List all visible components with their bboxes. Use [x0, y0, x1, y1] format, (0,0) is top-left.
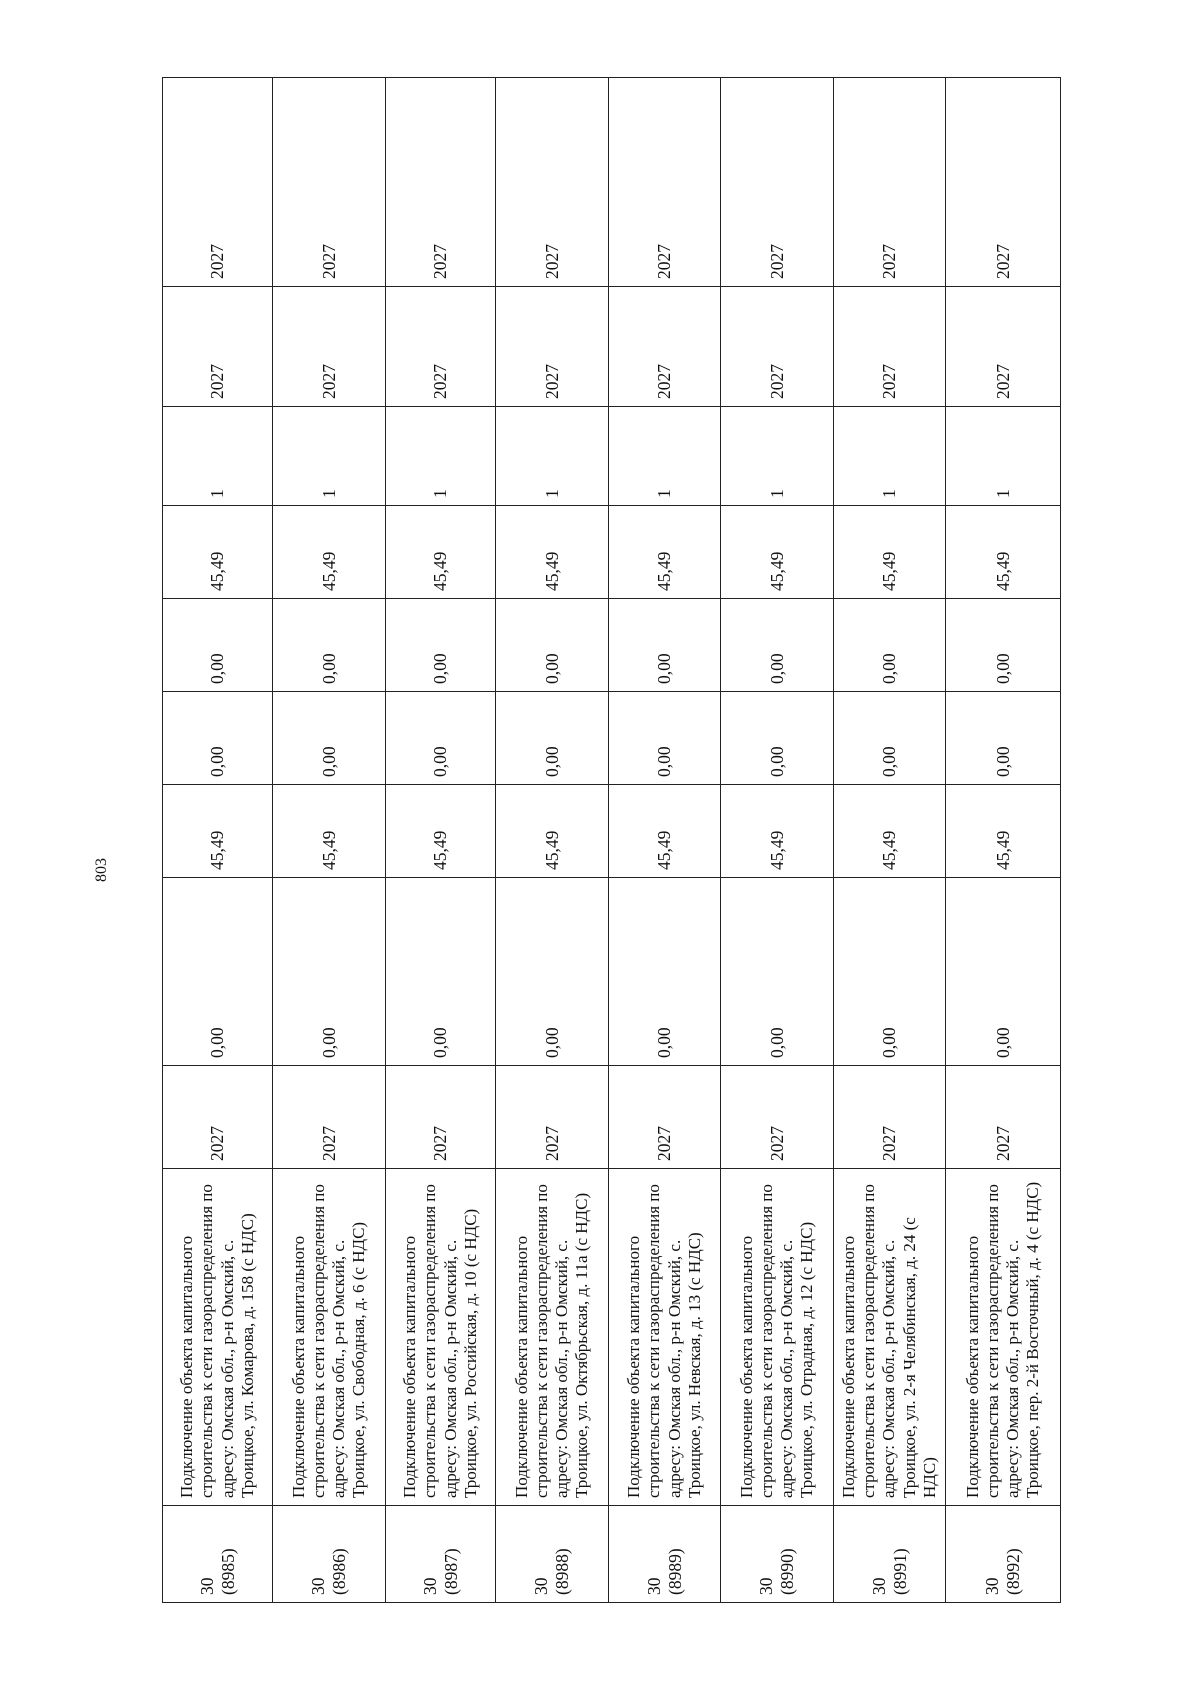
value-cell-1: 0,00: [163, 878, 273, 1066]
value-cell-5: 45,49: [609, 506, 721, 599]
value-cell-1: 0,00: [273, 878, 386, 1066]
table-row: [609, 78, 721, 1603]
rotated-table-frame: [162, 78, 1060, 1603]
value-cell-2: 45,49: [163, 785, 273, 878]
row-id-cell: [721, 1506, 834, 1603]
object-name-cell: Подключение объекта капитального строительства к сети газораспределения по адресу: Омская обл., р-н Омский, с. Троицкое, ул. Российская, д. 10 (с НДС): [386, 1169, 496, 1506]
value-cell-2: 45,49: [386, 785, 496, 878]
value-cell-5: 45,49: [163, 506, 273, 599]
value-cell-5: 45,49: [496, 506, 609, 599]
table-row: [834, 78, 946, 1603]
year-cell-b: 2027: [386, 287, 496, 407]
table-row: [163, 78, 273, 1603]
value-cell-2: 45,49: [946, 785, 1061, 878]
year-cell-c: 2027: [496, 78, 609, 287]
year-cell-c: 2027: [946, 78, 1061, 287]
row-code: (8989): [664, 1548, 685, 1595]
row-code: (8990): [777, 1548, 797, 1595]
row-section-number: 30: [756, 1577, 777, 1595]
value-cell-4: 0,00: [273, 599, 386, 692]
start-year-cell: 2027: [609, 1066, 721, 1169]
row-id-cell: [496, 1506, 609, 1603]
quantity-cell: 1: [721, 407, 834, 506]
value-cell-4: 0,00: [946, 599, 1061, 692]
row-section-number: 30: [982, 1577, 1003, 1595]
row-id-cell: [946, 1506, 1061, 1603]
value-cell-5: 45,49: [721, 506, 834, 599]
table-row: [273, 78, 386, 1603]
value-cell-1: 0,00: [386, 878, 496, 1066]
row-code: (8992): [1003, 1548, 1023, 1595]
object-name-cell: Подключение объекта капитального строительства к сети газораспределения по адресу: Омская обл., р-н Омский, с. Троицкое, ул. Свободная, д. 6 (с НДС): [273, 1169, 386, 1506]
year-cell-c: 2027: [163, 78, 273, 287]
row-section-number: 30: [531, 1577, 552, 1595]
start-year-cell: 2027: [496, 1066, 609, 1169]
value-cell-2: 45,49: [496, 785, 609, 878]
year-cell-b: 2027: [496, 287, 609, 407]
object-name-cell: Подключение объекта капитального строительства к сети газораспределения по адресу: Омская обл., р-н Омский, с. Троицкое, ул. Комарова, д. 158 (с НДС): [163, 1169, 273, 1506]
row-code: (8985): [217, 1548, 238, 1595]
value-cell-5: 45,49: [273, 506, 386, 599]
start-year-cell: 2027: [163, 1066, 273, 1169]
row-code: (8991): [889, 1548, 910, 1595]
row-id-cell: [609, 1506, 721, 1603]
value-cell-1: 0,00: [609, 878, 721, 1066]
value-cell-2: 45,49: [834, 785, 946, 878]
value-cell-3: 0,00: [946, 692, 1061, 785]
page-number: 803: [93, 858, 110, 882]
value-cell-1: 0,00: [496, 878, 609, 1066]
year-cell-c: 2027: [834, 78, 946, 287]
year-cell-b: 2027: [609, 287, 721, 407]
row-code: (8987): [440, 1548, 461, 1595]
quantity-cell: 1: [386, 407, 496, 506]
quantity-cell: 1: [163, 407, 273, 506]
row-code: (8986): [329, 1548, 349, 1595]
value-cell-3: 0,00: [609, 692, 721, 785]
object-name-cell: Подключение объекта капитального строительства к сети газораспределения по адресу: Омская обл., р-н Омский, с. Троицкое, пер. 2-й Восточный, д. 4 (с НДС): [946, 1169, 1061, 1506]
object-name-cell: Подключение объекта капитального строительства к сети газораспределения по адресу: Омская обл., р-н Омский, с. Троицкое, ул. Отрадная, д. 12 (с НДС): [721, 1169, 834, 1506]
table-body: [163, 78, 1061, 1603]
value-cell-3: 0,00: [496, 692, 609, 785]
quantity-cell: 1: [273, 407, 386, 506]
value-cell-5: 45,49: [834, 506, 946, 599]
value-cell-5: 45,49: [386, 506, 496, 599]
value-cell-1: 0,00: [721, 878, 834, 1066]
year-cell-b: 2027: [273, 287, 386, 407]
row-code: (8988): [552, 1548, 572, 1595]
row-section-number: 30: [643, 1577, 664, 1595]
object-name-cell: Подключение объекта капитального строительства к сети газораспределения по адресу: Омская обл., р-н Омский, с. Троицкое, ул. Невская, д. 13 (с НДС): [609, 1169, 721, 1506]
row-section-number: 30: [868, 1577, 889, 1595]
start-year-cell: 2027: [946, 1066, 1061, 1169]
value-cell-2: 45,49: [273, 785, 386, 878]
year-cell-b: 2027: [721, 287, 834, 407]
table-row: [946, 78, 1061, 1603]
value-cell-1: 0,00: [834, 878, 946, 1066]
value-cell-3: 0,00: [834, 692, 946, 785]
quantity-cell: 1: [496, 407, 609, 506]
value-cell-4: 0,00: [496, 599, 609, 692]
investment-table: [162, 77, 1061, 1603]
value-cell-3: 0,00: [721, 692, 834, 785]
quantity-cell: 1: [834, 407, 946, 506]
value-cell-4: 0,00: [163, 599, 273, 692]
year-cell-c: 2027: [386, 78, 496, 287]
value-cell-3: 0,00: [273, 692, 386, 785]
start-year-cell: 2027: [834, 1066, 946, 1169]
value-cell-1: 0,00: [946, 878, 1061, 1066]
year-cell-b: 2027: [834, 287, 946, 407]
row-id-cell: [386, 1506, 496, 1603]
value-cell-5: 45,49: [946, 506, 1061, 599]
start-year-cell: 2027: [721, 1066, 834, 1169]
row-section-number: 30: [419, 1577, 440, 1595]
year-cell-c: 2027: [721, 78, 834, 287]
value-cell-2: 45,49: [721, 785, 834, 878]
year-cell-c: 2027: [273, 78, 386, 287]
value-cell-4: 0,00: [609, 599, 721, 692]
value-cell-2: 45,49: [609, 785, 721, 878]
value-cell-3: 0,00: [386, 692, 496, 785]
start-year-cell: 2027: [273, 1066, 386, 1169]
value-cell-3: 0,00: [163, 692, 273, 785]
row-section-number: 30: [196, 1577, 217, 1595]
table-row: [721, 78, 834, 1603]
row-section-number: 30: [308, 1577, 329, 1595]
value-cell-4: 0,00: [386, 599, 496, 692]
value-cell-4: 0,00: [721, 599, 834, 692]
object-name-cell: Подключение объекта капитального строительства к сети газораспределения по адресу: Омская обл., р-н Омский, с. Троицкое, ул. 2-я Челябинская, д. 24 (с НДС): [834, 1169, 946, 1506]
table-row: [496, 78, 609, 1603]
quantity-cell: 1: [946, 407, 1061, 506]
start-year-cell: 2027: [386, 1066, 496, 1169]
quantity-cell: 1: [609, 407, 721, 506]
row-id-cell: [834, 1506, 946, 1603]
object-name-cell: Подключение объекта капитального строительства к сети газораспределения по адресу: Омская обл., р-н Омский, с. Троицкое, ул. Октябрьская, д. 11а (с НДС): [496, 1169, 609, 1506]
year-cell-b: 2027: [163, 287, 273, 407]
row-id-cell: [273, 1506, 386, 1603]
year-cell-b: 2027: [946, 287, 1061, 407]
table-row: [386, 78, 496, 1603]
value-cell-4: 0,00: [834, 599, 946, 692]
year-cell-c: 2027: [609, 78, 721, 287]
row-id-cell: [163, 1506, 273, 1603]
